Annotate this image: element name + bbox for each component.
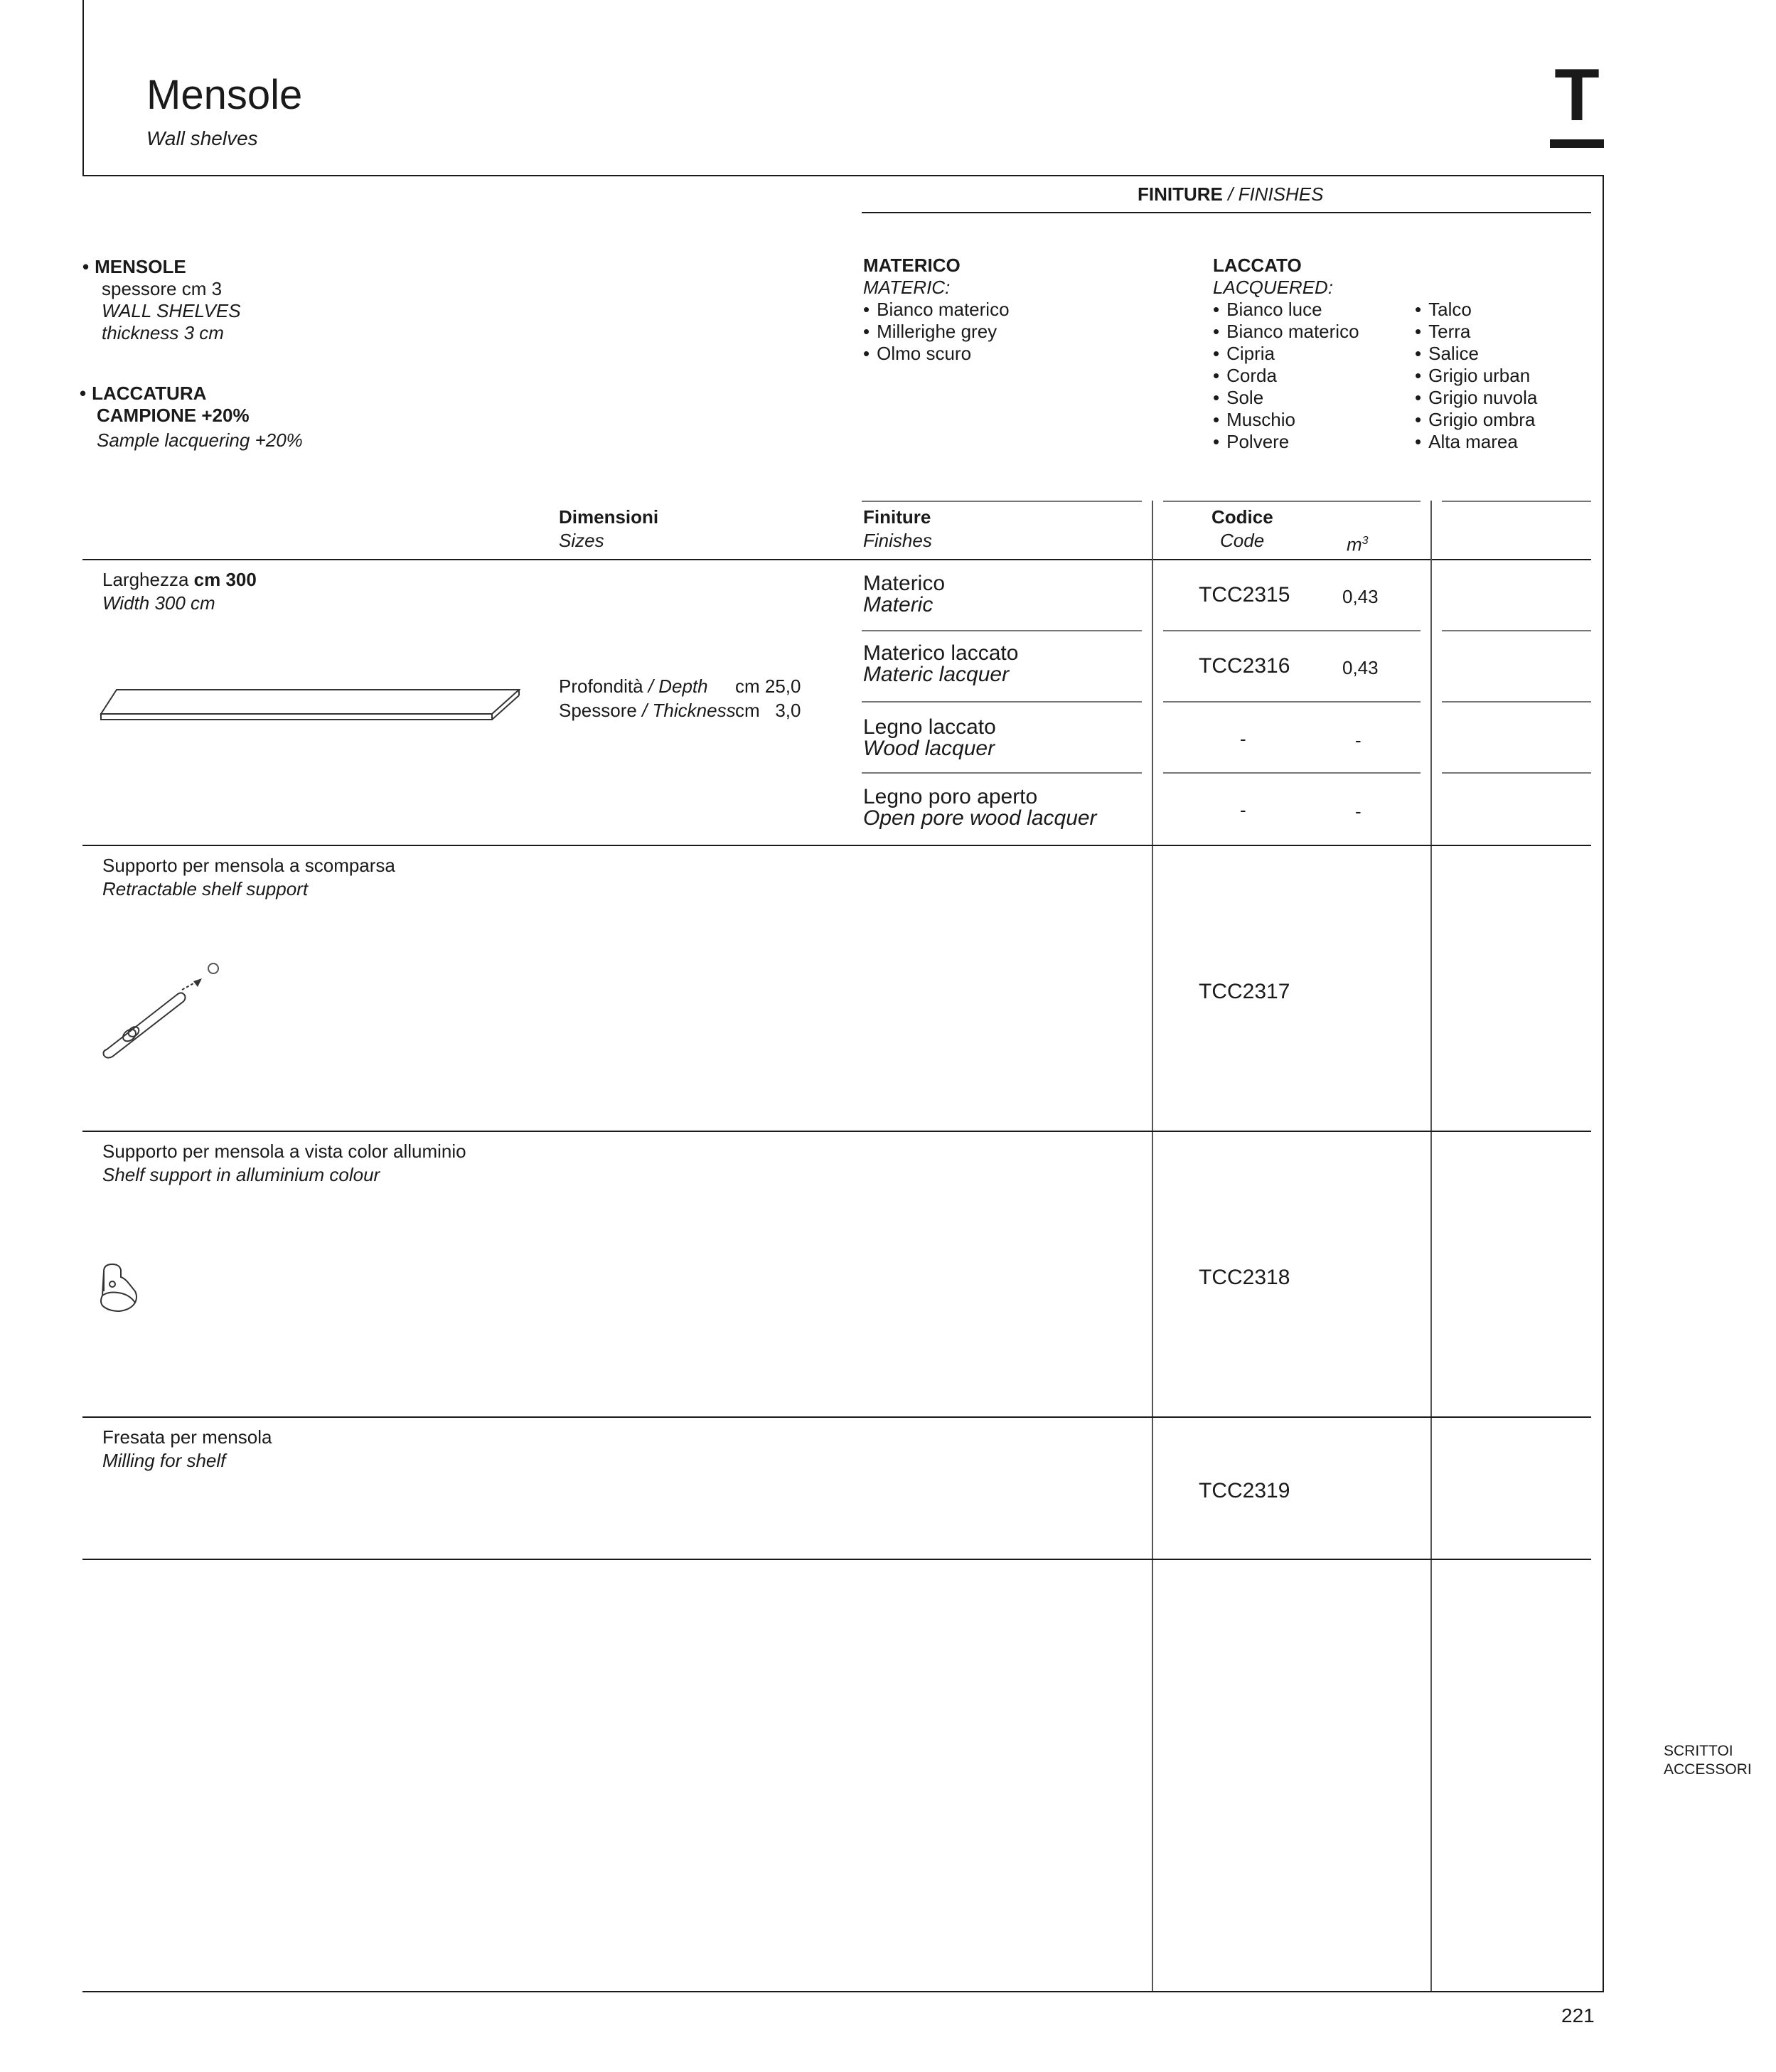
alu-support-drawing	[98, 1263, 141, 1314]
laccato-item: • Cipria	[1213, 343, 1359, 365]
frame-top-rule	[82, 175, 1604, 176]
laccato-item: • Alta marea	[1415, 431, 1537, 453]
materico-item: • Olmo scuro	[863, 343, 1010, 365]
finish-m3: -	[1355, 801, 1362, 822]
finish-rule	[1442, 701, 1591, 703]
finish-rule	[862, 701, 1142, 703]
finishes-rule	[862, 212, 1591, 213]
shelf-thickness-value: cm 3,0	[735, 700, 801, 721]
col-divider-extra	[1430, 501, 1432, 1992]
intro-laccatura: • LACCATURA CAMPIONE +20% Sample lacquering +20%	[80, 383, 303, 451]
col-header-dimensioni: Dimensioni Sizes	[559, 506, 659, 551]
laccato-block: LACCATO LACQUERED: • Bianco luce • Bianco materico • Cipria • Corda • Sole • Muschio • Polvere	[1213, 255, 1359, 453]
laccato-item: • Sole	[1213, 387, 1359, 409]
finish-rule	[862, 772, 1142, 774]
shelf-title: Larghezza cm 300 Width 300 cm	[102, 569, 257, 614]
support-alu-code: TCC2318	[1199, 1266, 1290, 1289]
row-rule	[82, 1559, 1591, 1560]
finish-row: Legno laccato Wood lacquer	[863, 715, 996, 760]
support-alu-title: Supporto per mensola a vista color alluminio Shelf support in alluminium colour	[102, 1141, 466, 1185]
side-tab: SCRITTOI ACCESSORI	[1664, 1743, 1752, 1778]
materico-item: • Millerighe grey	[863, 321, 1010, 343]
finish-rule	[1442, 630, 1591, 631]
row-rule	[82, 1131, 1591, 1132]
header-top-rule	[1163, 501, 1421, 502]
finish-row: Materico Materic	[863, 572, 946, 616]
finish-code: -	[1240, 799, 1246, 821]
finish-row: Materico laccato Materic lacquer	[863, 641, 1019, 686]
page-title: Mensole	[146, 72, 303, 118]
header-top-rule	[862, 501, 1142, 502]
finish-rule	[1163, 630, 1421, 631]
col-header-codice: Codice Code	[1211, 506, 1273, 551]
laccato-item: • Grigio nuvola	[1415, 387, 1537, 409]
finish-rule	[1163, 701, 1421, 703]
finish-rule	[1163, 772, 1421, 774]
milling-code: TCC2319	[1199, 1479, 1290, 1502]
materico-item: • Bianco materico	[863, 299, 1010, 321]
milling-title: Fresata per mensola Milling for shelf	[102, 1426, 272, 1471]
intro-mensole: • MENSOLE spessore cm 3 WALL SHELVES thickness 3 cm	[82, 256, 241, 343]
table-header-rule	[82, 559, 1591, 560]
finish-code: TCC2316	[1199, 654, 1290, 678]
laccato-item: • Corda	[1213, 365, 1359, 387]
brand-logo: T	[1550, 63, 1604, 151]
row-rule	[82, 845, 1591, 846]
finish-code: -	[1240, 728, 1246, 749]
laccato-block-2	[1415, 299, 1537, 453]
laccato-item: • Grigio ombra	[1415, 409, 1537, 431]
col-divider-code	[1152, 501, 1153, 1992]
laccato-item: • Terra	[1415, 321, 1537, 343]
page-subtitle: Wall shelves	[146, 127, 258, 149]
laccato-item: • Polvere	[1213, 431, 1359, 453]
laccato-item: • Grigio urban	[1415, 365, 1537, 387]
table-bottom-rule	[82, 1991, 1604, 1992]
col-header-m3: $m^3$	[1347, 533, 1369, 555]
col-header-finiture: Finiture Finishes	[863, 506, 932, 551]
finish-rule	[862, 630, 1142, 631]
page-number: 221	[1561, 2004, 1595, 2026]
finishes-header: FINITURE / FINISHES	[1138, 183, 1324, 205]
laccato-item: • Salice	[1415, 343, 1537, 365]
finish-code: TCC2315	[1199, 583, 1290, 607]
finish-rule	[1442, 772, 1591, 774]
finish-m3: -	[1355, 730, 1362, 751]
header-top-rule	[1442, 501, 1591, 502]
frame-left-top	[82, 0, 84, 176]
support-hidden-code: TCC2317	[1199, 980, 1290, 1003]
finish-m3: 0,43	[1342, 586, 1379, 607]
support-hidden-title: Supporto per mensola a scomparsa Retractable shelf support	[102, 855, 395, 899]
retractable-support-drawing	[98, 960, 226, 1059]
shelf-depth-value: cm 25,0	[735, 675, 801, 697]
finish-m3: 0,43	[1342, 657, 1379, 678]
finish-row: Legno poro aperto Open pore wood lacquer	[863, 785, 1097, 830]
materico-block: MATERICO MATERIC: • Bianco materico • Millerighe grey • Olmo scuro	[863, 255, 1010, 365]
shelf-drawing	[100, 688, 526, 722]
row-rule	[82, 1416, 1591, 1418]
laccato-item: • Muschio	[1213, 409, 1359, 431]
laccato-item: • Bianco materico	[1213, 321, 1359, 343]
shelf-thickness: Spessore / Thickness	[559, 700, 736, 721]
laccato-item: • Talco	[1415, 299, 1537, 321]
shelf-depth: Profondità / Depth	[559, 675, 708, 697]
frame-right	[1603, 175, 1604, 1992]
laccato-item: • Bianco luce	[1213, 299, 1359, 321]
